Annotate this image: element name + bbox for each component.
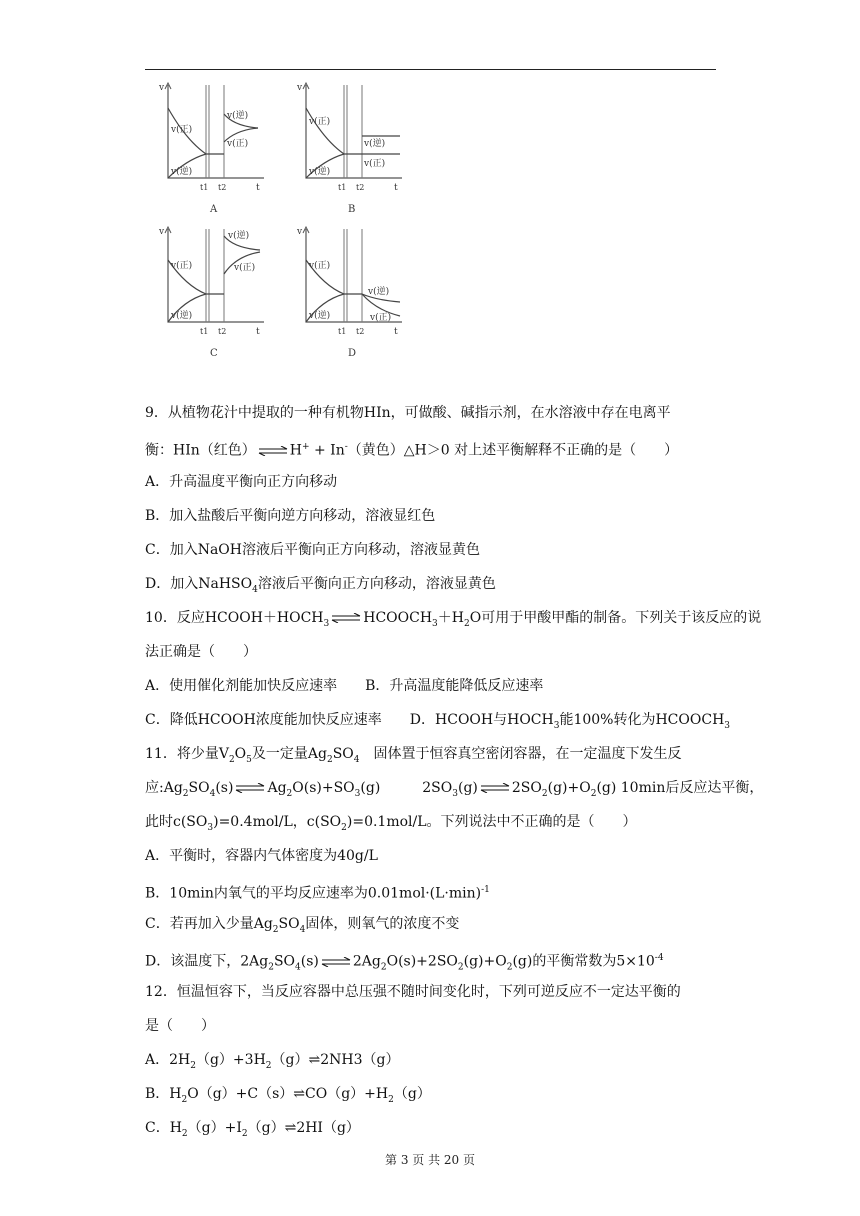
q12-option-a: A．$2H_2(g)+3H_2(g)\rightleftharpoons 2NH3(g)$ (145, 1052, 400, 1071)
q12-stem-line1: 12．恒温恒容下，当反应容器中总压强不随时间变化时，下列可逆反应不一定达平衡的 (145, 984, 681, 1000)
graph-a-right-top: v(逆) (227, 111, 249, 121)
q12-option-c: C．$H_2(g)+I_2(g)\rightleftharpoons 2HI(g)$ (145, 1120, 360, 1139)
graph-a-t1: t1 (200, 183, 209, 192)
graph-d-caption: D (348, 348, 357, 359)
graph-b-right-bottom: v(正) (364, 159, 386, 169)
equilibrium-arrow-icon (257, 446, 289, 456)
q11-option-b: B．10min内氧气的平均反应速率为$0.01mol\cdot(L\cdot\min)^{-1}$ (145, 885, 490, 902)
equilibrium-arrow-icon (234, 783, 266, 793)
graph-a-upper-left: v(正) (171, 125, 193, 135)
q10-options-ab: A．使用催化剂能加快反应速率 B．升高温度能降低反应速率 (145, 678, 544, 694)
q9-option-d: D．加入NaHSO$_4$溶液后平衡向正方向移动，溶液显黄色 (145, 576, 496, 595)
graph-a-v-axis: v (159, 83, 165, 93)
graph-a-right-bottom: v(正) (227, 139, 249, 149)
graph-d-v-axis: v (297, 227, 303, 237)
graph-c-caption: C (210, 348, 218, 359)
graph-b (296, 80, 406, 220)
q9-option-b: B．加入盐酸后平衡向逆方向移动，溶液显红色 (145, 508, 436, 524)
q12-option-b: B．$H_2O(g)+C(s)\rightleftharpoons CO(g)+H_2(g)$ (145, 1086, 431, 1105)
header-rule (145, 69, 716, 70)
q11-option-a: A．平衡时，容器内气体密度为40g/L (145, 848, 378, 864)
graph-c-v-axis: v (159, 227, 165, 237)
graph-d-lower-left: v(逆) (309, 311, 331, 321)
graph-d-t: t (394, 327, 398, 337)
q11-stem-line3: 此时$c(SO_3)=0.4mol/L$，$c(SO_2)=0.1mol/L$。下列说法中不正确的是（ ） (145, 814, 637, 833)
graph-b-lower-left: v(逆) (309, 167, 331, 177)
graph-a-t: t (256, 183, 260, 193)
graph-b-t1: t1 (338, 183, 347, 192)
graph-a-caption: A (210, 204, 218, 215)
q11-option-c: C．若再加入少量$Ag_2SO_4$固体，则氧气的浓度不变 (145, 916, 460, 935)
q10-stem-line2: 法正确是（ ） (145, 644, 257, 660)
q11-stem-line2: 应$:Ag_2SO_4(s)$ $Ag_2O(s)+SO_3(g)$ $2SO_3(g)$ $2SO_2(g)+O_2(g)$ 10min后反应达平衡， (145, 780, 764, 799)
equilibrium-arrow-icon (330, 613, 362, 623)
graph-c-t2: t2 (218, 327, 227, 336)
graph-d-t2: t2 (356, 327, 365, 336)
graph-d (296, 224, 406, 364)
graph-c (158, 224, 268, 364)
page-footer: 第 3 页 共 20 页 (385, 1153, 475, 1167)
graph-c-t1: t1 (200, 327, 209, 336)
q9-stem-line1: 9．从植物花汁中提取的一种有机物HIn，可做酸、碱指示剂，在水溶液中存在电离平 (145, 405, 671, 421)
graph-c-right-top: v(逆) (228, 231, 250, 241)
equilibrium-arrow-icon (320, 957, 352, 967)
graph-c-lower-left: v(逆) (171, 311, 193, 321)
graph-a-lower-left: v(逆) (171, 167, 193, 177)
graph-b-upper-left: v(正) (309, 117, 331, 127)
q12-stem-line2: 是（ ） (145, 1018, 215, 1034)
graph-a (158, 80, 268, 220)
q11-option-d: D．该温度下，$2Ag_2SO_4(s)$ $2Ag_2O(s)+2SO_2(g)+O_2(g)$的平衡常数为$5\times 10^{-4}$ (145, 953, 664, 973)
q11-stem-line1: 11．将少量$V_2O_5$及一定量$Ag_2SO_4$ 固体置于恒容真空密闭容器，在一定温度下发生反 (145, 746, 682, 765)
graph-c-upper-left: v(正) (171, 261, 193, 271)
graph-b-t: t (394, 183, 398, 193)
q9-stem-line2: 衡：HIn（红色） H+ + In-（黄色）△H＞0 对上述平衡解释不正确的是（ ） (145, 442, 679, 459)
graph-a-t2: t2 (218, 183, 227, 192)
q10-options-cd: C．降低HCOOH浓度能加快反应速率 D．HCOOH与$HOCH_3$能100%转化为$HCOOCH_3$ (145, 712, 731, 731)
graph-b-caption: B (348, 204, 356, 215)
graph-b-right-top: v(逆) (364, 139, 386, 149)
graph-d-right-top: v(逆) (368, 287, 390, 297)
graph-c-right-bottom: v(正) (234, 263, 256, 273)
q10-stem-line1: 10．反应$HCOOH+HOCH_3$ $HCOOCH_3+H_2O$可用于甲酸甲酯的制备。下列关于该反应的说 (145, 610, 762, 629)
graph-d-upper-left: v(正) (309, 261, 331, 271)
q9-option-c: C．加入NaOH溶液后平衡向正方向移动，溶液显黄色 (145, 542, 480, 558)
q9-option-a: A．升高温度平衡向正方向移动 (145, 474, 338, 490)
equilibrium-arrow-icon (479, 783, 511, 793)
graph-b-t2: t2 (356, 183, 365, 192)
graph-c-t: t (256, 327, 260, 337)
graph-d-t1: t1 (338, 327, 347, 336)
graph-b-v-axis: v (297, 83, 303, 93)
graph-d-right-bottom: v(正) (370, 313, 392, 323)
